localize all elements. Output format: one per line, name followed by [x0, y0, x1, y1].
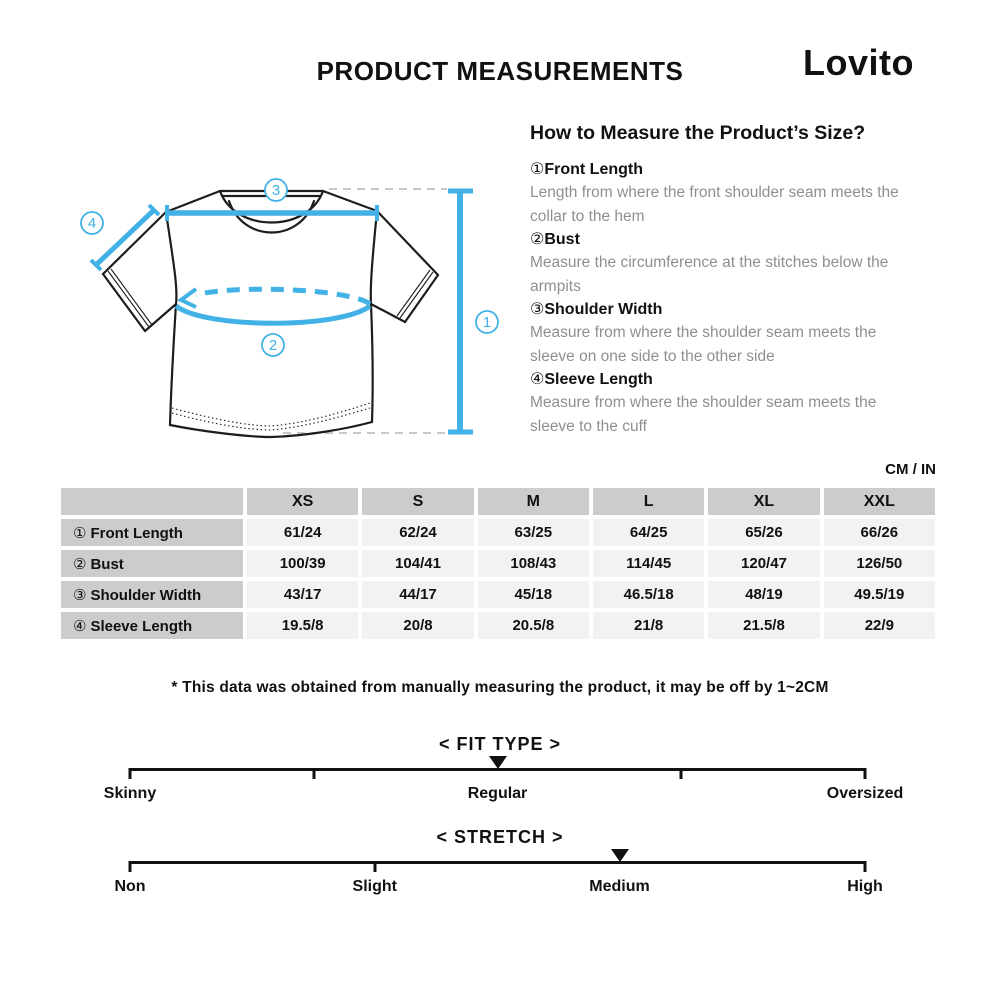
measurement-cell: 21/8	[593, 612, 704, 639]
scale-label: High	[847, 878, 883, 895]
row-label: Shoulder Width	[90, 586, 202, 604]
measurement-cell: 100/39	[247, 550, 358, 577]
measure-item-number: ④	[530, 371, 545, 388]
row-number: ③	[73, 586, 87, 604]
size-column-header: M	[478, 488, 589, 515]
bust-ellipse-solid	[176, 306, 370, 323]
size-column-header: XXL	[824, 488, 935, 515]
scale-tick	[864, 861, 867, 872]
callout-number-2: 2	[268, 337, 278, 354]
measurement-cell: 104/41	[362, 550, 473, 577]
measurement-cell: 19.5/8	[247, 612, 358, 639]
size-column-header: S	[362, 488, 473, 515]
scale-marker	[611, 849, 629, 862]
sleeve-length-line	[96, 210, 154, 265]
measure-item-label	[530, 298, 906, 321]
measure-item	[530, 298, 906, 368]
how-to-heading: How to Measure the Product’s Size?	[530, 122, 866, 144]
callout-number-1: 1	[482, 314, 492, 331]
stretch-scale	[0, 827, 1000, 919]
size-column-header: XS	[247, 488, 358, 515]
table-row	[61, 519, 935, 546]
measurement-cell: 63/25	[478, 519, 589, 546]
row-number: ④	[73, 617, 87, 635]
measure-item-name: Shoulder Width	[544, 301, 663, 318]
measure-item-name: Sleeve Length	[544, 371, 653, 388]
table-header-row	[61, 488, 935, 515]
scale-tick	[129, 861, 132, 872]
measurement-cell: 43/17	[247, 581, 358, 608]
measurement-cell: 126/50	[824, 550, 935, 577]
table-corner-cell	[61, 488, 243, 515]
table-row	[61, 581, 935, 608]
scale-label: Slight	[352, 878, 397, 895]
measure-item-desc: Measure from where the shoulder seam meets the sleeve to the cuff	[530, 394, 877, 435]
row-label-cell	[61, 519, 243, 546]
measurement-cell: 44/17	[362, 581, 473, 608]
scale-tick	[373, 861, 376, 872]
row-label: Front Length	[90, 524, 183, 542]
measurement-cell: 114/45	[593, 550, 704, 577]
measurement-cell: 20/8	[362, 612, 473, 639]
measurement-cell: 21.5/8	[708, 612, 819, 639]
hem-stitch-lines	[172, 403, 370, 430]
tshirt-outline	[103, 191, 438, 437]
measure-annotations	[91, 191, 473, 432]
measure-item	[530, 158, 906, 228]
measurement-cell: 61/24	[247, 519, 358, 546]
measure-item-name: Front Length	[544, 161, 643, 178]
callout-number-3: 3	[271, 182, 281, 199]
scale-label: Regular	[467, 785, 528, 802]
how-to-items	[530, 158, 906, 438]
scale-tick	[680, 768, 683, 779]
disclaimer-note: * This data was obtained from manually measuring the product, it may be off by 1~2CM	[171, 679, 829, 696]
bust-arrow	[181, 289, 196, 307]
size-column-header: L	[593, 488, 704, 515]
row-number: ②	[73, 555, 87, 573]
measurement-cell: 22/9	[824, 612, 935, 639]
measurement-cell: 65/26	[708, 519, 819, 546]
measurement-cell: 62/24	[362, 519, 473, 546]
unit-label: CM / IN	[885, 461, 936, 478]
cuff-stitch-lines	[108, 269, 433, 327]
measure-item-desc: Length from where the front shoulder seam meets the collar to the hem	[530, 184, 899, 225]
stretch-title: < STRETCH >	[436, 827, 564, 847]
scale-marker	[489, 756, 507, 769]
scale-tick	[864, 768, 867, 779]
table-row	[61, 550, 935, 577]
measure-item-number: ①	[530, 161, 545, 178]
scale-label: Oversized	[826, 785, 904, 802]
measurement-cell: 20.5/8	[478, 612, 589, 639]
measure-item-label	[530, 368, 906, 391]
measure-item	[530, 368, 906, 438]
stretch-track	[114, 861, 883, 907]
bust-ellipse-dashed	[196, 289, 370, 304]
measurement-cell: 46.5/18	[593, 581, 704, 608]
measurement-cell: 66/26	[824, 519, 935, 546]
table-row	[61, 612, 935, 639]
row-label-cell	[61, 550, 243, 577]
measurement-cell: 108/43	[478, 550, 589, 577]
measurement-cell: 120/47	[708, 550, 819, 577]
scale-tick	[129, 768, 132, 779]
scale-label: Skinny	[103, 785, 157, 802]
measure-item-number: ③	[530, 301, 545, 318]
measurement-cell: 64/25	[593, 519, 704, 546]
row-label-cell	[61, 612, 243, 639]
fit-type-track	[103, 768, 904, 814]
measurements-table	[57, 484, 939, 643]
how-to-measure-section	[530, 122, 906, 438]
row-number: ①	[73, 524, 87, 542]
fit-type-title: < FIT TYPE >	[438, 734, 562, 754]
measurement-cell: 49.5/19	[824, 581, 935, 608]
page-title: PRODUCT MEASUREMENTS	[316, 56, 684, 86]
measure-item-label	[530, 158, 906, 181]
size-column-header: XL	[708, 488, 819, 515]
scale-line	[130, 861, 865, 864]
scale-label: Medium	[589, 878, 650, 895]
measurement-cell: 48/19	[708, 581, 819, 608]
tshirt-measurement-diagram	[50, 140, 520, 480]
measure-item-number: ②	[530, 231, 545, 248]
scale-label: Non	[114, 878, 146, 895]
scale-tick	[312, 768, 315, 779]
measure-item-desc: Measure from where the shoulder seam meets the sleeve on one side to the other side	[530, 324, 877, 365]
measure-item	[530, 228, 906, 298]
row-label: Sleeve Length	[90, 617, 193, 635]
callout-number-4: 4	[87, 215, 97, 232]
measurement-cell: 45/18	[478, 581, 589, 608]
measure-item-label	[530, 228, 906, 251]
brand-logo: Lovito	[803, 42, 914, 83]
row-label-cell	[61, 581, 243, 608]
fit-type-scale	[0, 734, 1000, 826]
row-label: Bust	[90, 555, 124, 573]
measure-item-desc: Measure the circumference at the stitches below the armpits	[530, 254, 889, 295]
measure-item-name: Bust	[544, 231, 580, 248]
